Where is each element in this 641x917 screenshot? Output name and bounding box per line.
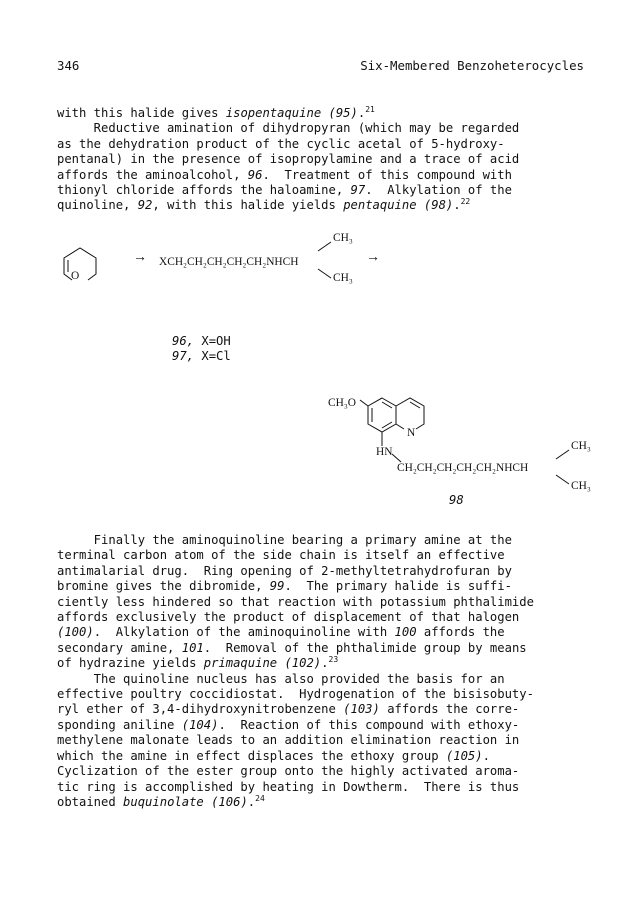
p2-line-2: terminal carbon atom of the side chain is itself an effective xyxy=(57,548,505,563)
p3-line-1: The quinoline nucleus has also provided the basis for an xyxy=(57,671,505,686)
amine-nh: HN xyxy=(376,446,393,458)
dihydropyran-ring xyxy=(60,244,100,284)
methyl-top-1: CH₃ xyxy=(333,232,353,244)
running-title: Six-Membered Benzoheterocycles xyxy=(360,58,584,73)
p3-line-8: tic ring is accomplished by heating in Dowtherm. There is thus xyxy=(57,779,520,794)
paragraph-1 xyxy=(57,106,587,214)
methyl-top-98: CH₃ xyxy=(571,440,591,452)
quinoline-rings xyxy=(360,392,440,450)
methyl-bottom-98: CH₃ xyxy=(571,480,591,492)
p2-line-4: bromine gives the dibromide, 99. The primary halide is suffi- xyxy=(57,579,512,594)
p3-line-3: ryl ether of 3,4-dihydroxynitrobenzene (103) affords the corre- xyxy=(57,702,520,717)
methyl-bond-bottom xyxy=(318,268,334,280)
p3-line-5: methylene malonate leads to an addition elimination reaction in xyxy=(57,733,520,748)
chain-98: CH₂CH₂CH₂CH₂CH₂NHCH xyxy=(397,462,529,474)
label-97: 97, X=Cl xyxy=(172,349,231,363)
quinoline-nitrogen: N xyxy=(407,427,416,439)
p1-line-1: with this halide gives isopentaquine (95).$^{21}$ xyxy=(57,105,375,120)
p1-line-4: pentanal) in the presence of isopropylamine and a trace of acid xyxy=(57,152,520,167)
label-96: 96, X=OH xyxy=(172,334,231,348)
p3-line-6: which the amine in effect displaces the ethoxy group (105). xyxy=(57,748,490,763)
paragraph-2 xyxy=(57,533,587,810)
page-header xyxy=(57,58,584,76)
p3-line-7: Cyclization of the ester group onto the highly activated aroma- xyxy=(57,764,520,779)
methyl-bond-bottom-98 xyxy=(556,474,572,486)
p1-line-7: quinoline, 92, with this halide yields pentaquine (98).$^{22}$ xyxy=(57,197,471,213)
chain-96-97: XCH₂CH₂CH₂CH₂CH₂NHCH xyxy=(159,256,299,268)
reaction-arrow-1: → xyxy=(133,250,147,265)
p2-line-9: of hydrazine yields primaquine (102).$^{23}$ xyxy=(57,655,339,671)
p1-line-5: affords the aminoalcohol, 96. Treatment of this compound with xyxy=(57,167,512,182)
p3-line-4: sponding aniline (104). Reaction of this compound with ethoxy- xyxy=(57,717,520,732)
methyl-bond-top xyxy=(318,240,334,252)
label-98: 98 xyxy=(449,493,464,507)
p1-line-2: Reductive amination of dihydropyran (which may be regarded xyxy=(57,121,520,136)
p2-line-3: antimalarial drug. Ring opening of 2-methyltetrahydrofuran by xyxy=(57,563,512,578)
p1-line-3: as the dehydration product of the cyclic acetal of 5-hydroxy- xyxy=(57,136,505,151)
p2-line-6: affords exclusively the product of displacement of that halogen xyxy=(57,610,520,625)
p2-line-8: secondary amine, 101. Removal of the phthalimide group by means xyxy=(57,640,527,655)
page-number: 346 xyxy=(57,58,80,73)
ring-oxygen: O xyxy=(71,270,80,282)
p2-line-5: ciently less hindered so that reaction with potassium phthalimide xyxy=(57,594,534,609)
p1-line-6: thionyl chloride affords the haloamine, 97. Alkylation of the xyxy=(57,183,512,198)
methyl-bottom-1: CH₃ xyxy=(333,272,353,284)
reaction-arrow-2: → xyxy=(366,250,380,265)
methoxy-group: CH₃O xyxy=(328,397,357,409)
p3-line-2: effective poultry coccidiostat. Hydrogenation of the bisisobuty- xyxy=(57,687,534,702)
p2-line-1: Finally the aminoquinoline bearing a primary amine at the xyxy=(57,533,512,547)
p2-line-7: (100). Alkylation of the aminoquinoline with 100 affords the xyxy=(57,625,505,640)
p3-line-9: obtained buquinolate (106).$^{24}$ xyxy=(57,793,265,809)
methyl-bond-top-98 xyxy=(556,448,572,460)
